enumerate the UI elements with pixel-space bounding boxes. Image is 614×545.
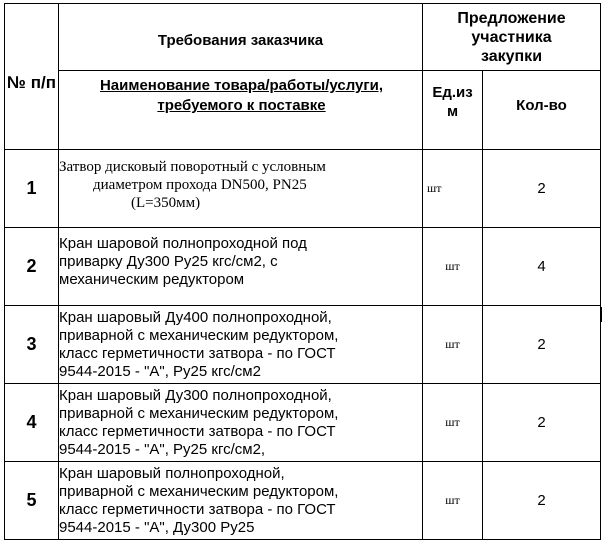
description-line: механическим редуктором — [59, 270, 245, 288]
item-name-header: Наименование товара/работы/услуги, требуемого к поставке — [59, 71, 423, 150]
description-line: 9544-2015 - "А", Ду300 Ру25 — [59, 518, 255, 536]
description-line: Кран шаровый Ду400 полнопроходной, — [59, 308, 332, 326]
procurement-table — [4, 3, 601, 540]
item-description — [59, 306, 423, 384]
description-line: (L=350мм) — [131, 194, 201, 211]
unit-cell: шт — [423, 228, 483, 306]
qty-cell: 4 — [483, 228, 601, 306]
description-line: 9544-2015 - "А", Ру25 кгс/см2 — [59, 362, 261, 380]
qty-cell: 2 — [483, 462, 601, 540]
item-description — [59, 228, 423, 306]
qty-cell: 2 — [483, 384, 601, 462]
unit-cell: шт — [423, 384, 483, 462]
description-line: Кран шаровый полнопроходной, — [59, 464, 285, 482]
unit-cell: шт — [423, 150, 483, 228]
num-header: № п/п — [5, 4, 59, 150]
item-description — [59, 462, 423, 540]
table-row — [5, 150, 601, 228]
description-line: класс герметичности затвора - по ГОСТ — [59, 422, 336, 440]
header-row-top — [5, 4, 601, 71]
customer-requirements-header: Требования заказчика — [59, 4, 423, 71]
row-number: 3 — [5, 306, 59, 384]
description-line: Затвор дисковый поворотный с условным — [59, 158, 326, 175]
description-line: класс герметичности затвора - по ГОСТ — [59, 500, 336, 518]
description-line: Кран шаровый Ду300 полнопроходной, — [59, 386, 332, 404]
item-description — [59, 384, 423, 462]
description-line: 9544-2015 - "А", Ру25 кгс/см2, — [59, 440, 266, 458]
row-number: 2 — [5, 228, 59, 306]
description-line: приварной с механическим редуктором, — [59, 482, 339, 500]
qty-cell: 2 — [483, 306, 601, 384]
unit-cell: шт — [423, 306, 483, 384]
table-row — [5, 384, 601, 462]
row-number: 1 — [5, 150, 59, 228]
qty-header: Кол-во — [483, 71, 601, 150]
row-number: 4 — [5, 384, 59, 462]
table-row — [5, 462, 601, 540]
table-row — [5, 228, 601, 306]
qty-cell: 2 — [483, 150, 601, 228]
description-line: диаметром прохода DN500, PN25 — [93, 176, 307, 193]
description-line: приварной с механическим редуктором, — [59, 404, 339, 422]
description-line: приварной с механическим редуктором, — [59, 326, 339, 344]
description-line: класс герметичности затвора - по ГОСТ — [59, 344, 336, 362]
participant-offer-header: Предложение участника закупки — [423, 4, 601, 71]
border-artifact — [600, 307, 602, 322]
item-description — [59, 150, 423, 228]
description-line: приварку Ду300 Ру25 кгс/см2, с — [59, 252, 278, 270]
unit-cell: шт — [423, 462, 483, 540]
table-row — [5, 306, 601, 384]
header-row-bottom — [5, 71, 601, 150]
unit-header: Ед.из м — [423, 71, 483, 150]
description-line: Кран шаровой полнопроходной под — [59, 234, 307, 252]
row-number: 5 — [5, 462, 59, 540]
